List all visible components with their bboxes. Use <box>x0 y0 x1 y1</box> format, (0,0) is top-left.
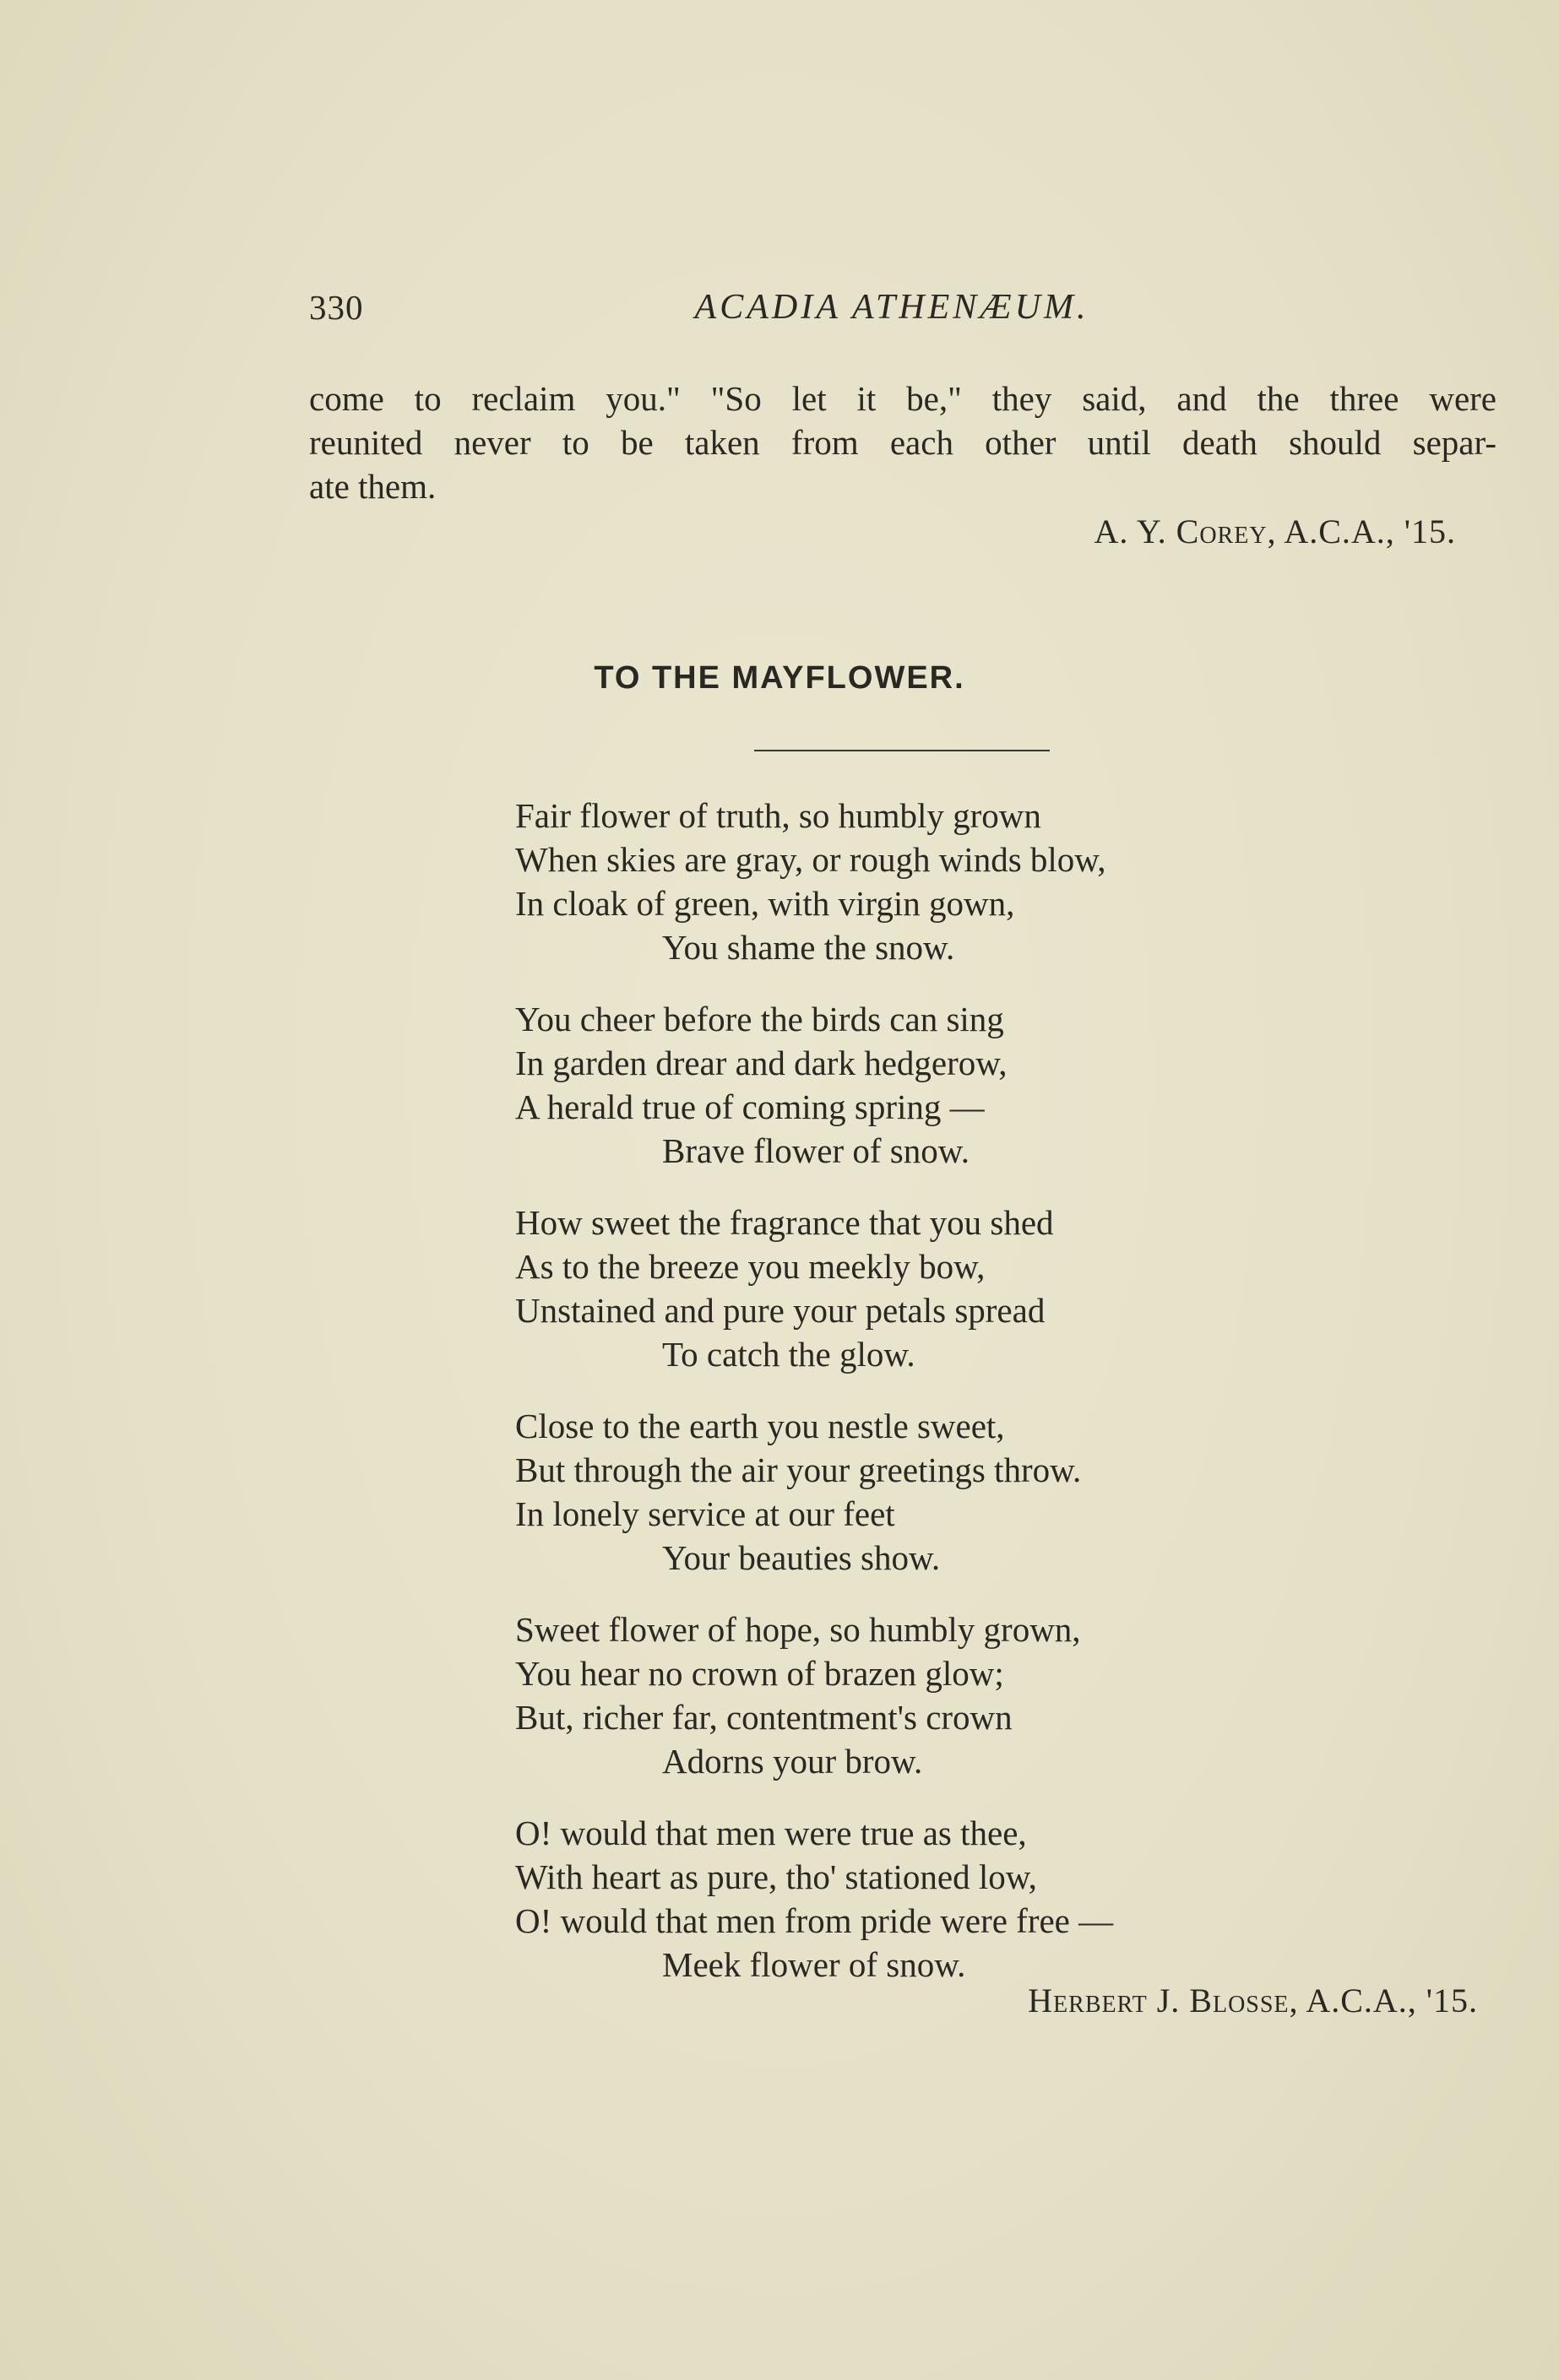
verse-line: O! would that men were true as thee, <box>515 1813 1027 1852</box>
verse-line: You cheer before the birds can sing <box>515 1000 1004 1038</box>
verse-line-refrain: To catch the glow. <box>662 1335 915 1374</box>
verse-line-refrain: Brave flower of snow. <box>662 1131 970 1170</box>
signature-surname: Corey <box>1176 512 1268 550</box>
running-head <box>309 287 1475 338</box>
stanza <box>515 997 1444 1173</box>
verse-line: A herald true of coming spring — <box>515 1087 985 1126</box>
verse-line: Fair flower of truth, so humbly grown <box>515 796 1041 835</box>
verse-line: Close to the earth you nestle sweet, <box>515 1407 1005 1445</box>
stanza <box>515 1811 1444 1987</box>
verse-line-refrain: You shame the snow. <box>662 928 955 967</box>
poem-signature <box>1028 1981 1478 2020</box>
verse-line: When skies are gray, or rough winds blow, <box>515 840 1106 879</box>
verse-line-refrain: Meek flower of snow. <box>662 1945 966 1984</box>
verse-line: With heart as pure, tho' stationed low, <box>515 1857 1037 1896</box>
verse-line: You hear no crown of brazen glow; <box>515 1654 1004 1693</box>
verse-line: In garden drear and dark hedgerow, <box>515 1044 1008 1082</box>
verse-line: As to the breeze you meekly bow, <box>515 1247 986 1286</box>
verse-line: Sweet flower of hope, so humbly grown, <box>515 1610 1081 1649</box>
prose-line: ate them. <box>309 467 437 506</box>
verse-line-refrain: Your beauties show. <box>662 1538 941 1577</box>
signature-initials: A. Y. <box>1094 512 1176 550</box>
prose-signature <box>1095 512 1457 551</box>
signature-first-name: Herbert <box>1028 1982 1148 2019</box>
verse-line: But through the air your greetings throw. <box>515 1450 1082 1489</box>
verse-line: But, richer far, contentment's crown <box>515 1698 1013 1737</box>
verse-line: In lonely service at our feet <box>515 1494 895 1533</box>
signature-suffix: , A.C.A., '15. <box>1267 512 1456 550</box>
stanza <box>515 1404 1444 1580</box>
verse-line-refrain: Adorns your brow. <box>662 1742 923 1781</box>
poem-body <box>515 794 1444 2014</box>
poem-title: TO THE MAYFLOWER. <box>594 660 965 696</box>
signature-middle-initial: J. <box>1147 1982 1190 2019</box>
verse-line: Unstained and pure your petals spread <box>515 1291 1046 1330</box>
prose-line: come to reclaim you." "So let it be," they said, and the three were <box>309 379 1497 418</box>
signature-suffix: , A.C.A., '15. <box>1289 1982 1478 2019</box>
signature-surname: Blosse <box>1189 1982 1290 2019</box>
page-number: 330 <box>309 288 364 327</box>
stanza <box>515 794 1444 969</box>
prose-line: reunited never to be taken from each other until death should separ- <box>309 423 1497 462</box>
journal-title: ACADIA ATHENÆUM. <box>694 288 1089 327</box>
stanza <box>515 1607 1444 1783</box>
verse-line: O! would that men from pride were free — <box>515 1901 1114 1940</box>
verse-line: In cloak of green, with virgin gown, <box>515 884 1015 923</box>
prose-paragraph <box>309 377 1497 508</box>
verse-line: How sweet the fragrance that you shed <box>515 1203 1054 1242</box>
stanza <box>515 1201 1444 1376</box>
title-rule <box>754 750 1050 751</box>
